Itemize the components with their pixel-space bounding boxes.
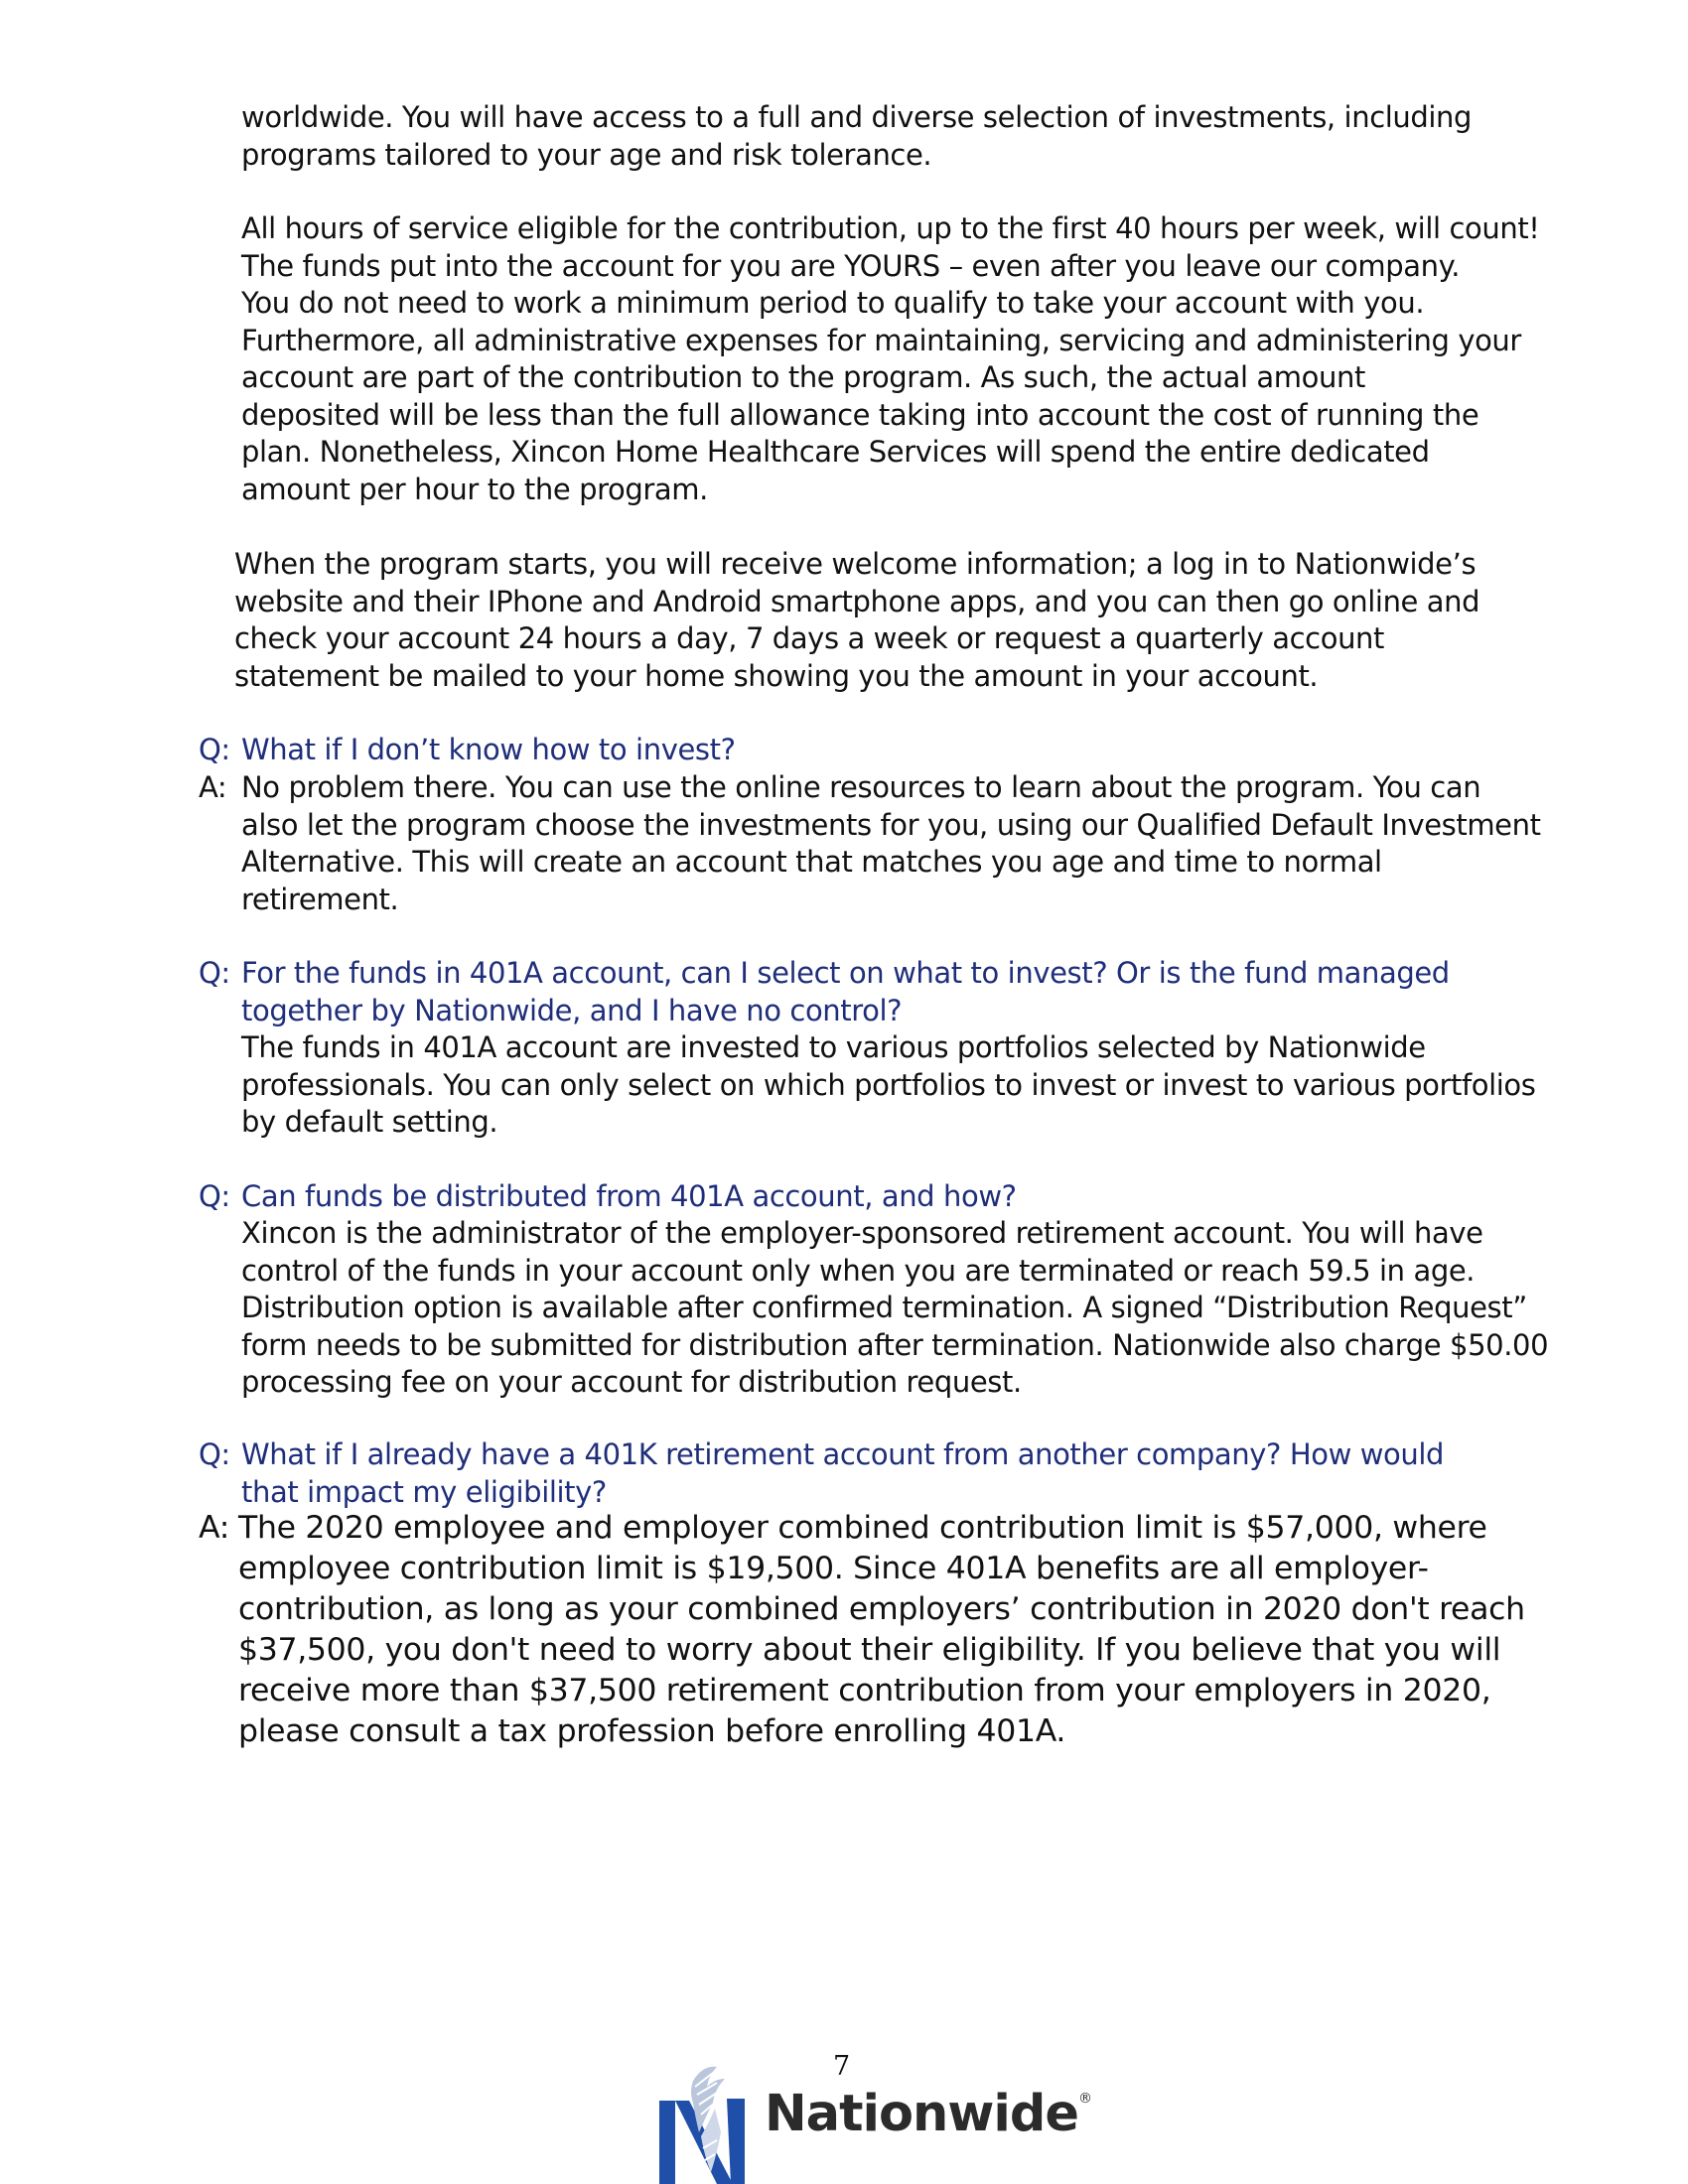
text-line: programs tailored to your age and risk tolerance. (241, 137, 932, 172)
text-line: statement be mailed to your home showing you the amount in your account. (234, 658, 1319, 693)
question-line: that impact my eligibility? (241, 1474, 607, 1509)
answer-line: The funds in 401A account are invested to various portfolios selected by Nationwide (241, 1030, 1426, 1064)
answer-line: receive more than $37,500 retirement contribution from your employers in 2020, (238, 1673, 1491, 1708)
hours-paragraph (241, 210, 1540, 508)
text-line: deposited will be less than the full allowance taking into account the cost of running the (241, 397, 1479, 432)
answer-line: Xincon is the administrator of the employer-sponsored retirement account. You will have (241, 1216, 1483, 1250)
text-line: amount per hour to the program. (241, 472, 708, 506)
page-number: 7 (833, 2051, 851, 2082)
faq-question-2 (199, 955, 1450, 1029)
faq-question-1 (199, 732, 736, 769)
text-line: All hours of service eligible for the contribution, up to the first 40 hours per week, will count! (241, 211, 1540, 245)
text-line: You do not need to work a minimum period to qualify to take your account with you. (241, 286, 1425, 320)
faq-answer-3 (199, 1215, 1548, 1402)
nationwide-logo (655, 2063, 1092, 2184)
answer-line: by default setting. (241, 1105, 498, 1139)
answer-line: retirement. (241, 882, 399, 916)
answer-line: professionals. You can only select on which portfolios to invest or invest to various portfolios (241, 1067, 1536, 1102)
answer-line: Alternative. This will create an account that matches you age and time to normal (241, 845, 1382, 879)
nationwide-wordmark: Nationwide® (765, 2085, 1091, 2143)
text-line: account are part of the contribution to the program. As such, the actual amount (241, 360, 1365, 394)
faq-answer-2 (199, 1029, 1536, 1142)
question-line: What if I don’t know how to invest? (241, 733, 736, 766)
faq-question-4 (199, 1436, 1444, 1511)
faq-answer-1 (199, 769, 1541, 918)
registered-mark: ® (1078, 2091, 1091, 2107)
answer-line: No problem there. You can use the online resources to learn about the program. You can (241, 770, 1481, 804)
answer-label: A: (199, 770, 227, 804)
text-line: check your account 24 hours a day, 7 days a week or request a quarterly account (234, 621, 1384, 655)
question-line: Can funds be distributed from 401A account, and how? (241, 1179, 1017, 1213)
answer-line: contribution, as long as your combined employers’ contribution in 2020 don't reach (238, 1591, 1525, 1627)
answer-line: also let the program choose the investments for you, using our Qualified Default Investment (241, 807, 1541, 842)
eagle-n-icon (655, 2063, 755, 2184)
answer-line: control of the funds in your account only when you are terminated or reach 59.5 in age. (241, 1253, 1476, 1288)
continuation-paragraph (241, 99, 1472, 174)
text-line: Furthermore, all administrative expenses for maintaining, servicing and administering your (241, 323, 1521, 357)
answer-line: Distribution option is available after confirmed termination. A signed “Distribution Request” (241, 1291, 1527, 1324)
question-label: Q: (199, 1179, 230, 1213)
faq-question-3 (199, 1178, 1017, 1216)
question-line: What if I already have a 401K retirement account from another company? How would (241, 1437, 1445, 1471)
answer-line: The 2020 employee and employer combined contribution limit is $57,000, where (238, 1510, 1487, 1546)
question-label: Q: (199, 733, 230, 766)
question-line: For the funds in 401A account, can I select on what to invest? Or is the fund managed (241, 956, 1450, 990)
question-label: Q: (199, 1437, 230, 1471)
text-line: plan. Nonetheless, Xincon Home Healthcare Services will spend the entire dedicated (241, 435, 1430, 469)
answer-line: employee contribution limit is $19,500. Since 401A benefits are all employer- (238, 1551, 1429, 1586)
answer-line: processing fee on your account for distribution request. (241, 1365, 1022, 1399)
question-line: together by Nationwide, and I have no control? (241, 993, 903, 1027)
text-line: The funds put into the account for you are YOURS – even after you leave our company. (241, 248, 1461, 283)
faq-answer-4 (199, 1508, 1525, 1752)
answer-line: form needs to be submitted for distribution after termination. Nationwide also charge $50.00 (241, 1327, 1549, 1362)
text-line: When the program starts, you will receive welcome information; a log in to Nationwide’s (234, 547, 1477, 581)
text-line: worldwide. You will have access to a full and diverse selection of investments, including (241, 100, 1473, 134)
text-line: website and their IPhone and Android smartphone apps, and you can then go online and (234, 584, 1480, 618)
question-label: Q: (199, 956, 230, 990)
answer-line: $37,500, you don't need to worry about their eligibility. If you believe that you will (238, 1632, 1501, 1668)
answer-label: A: (199, 1510, 230, 1546)
answer-line: please consult a tax profession before enrolling 401A. (238, 1713, 1066, 1749)
program-start-paragraph (234, 546, 1479, 695)
